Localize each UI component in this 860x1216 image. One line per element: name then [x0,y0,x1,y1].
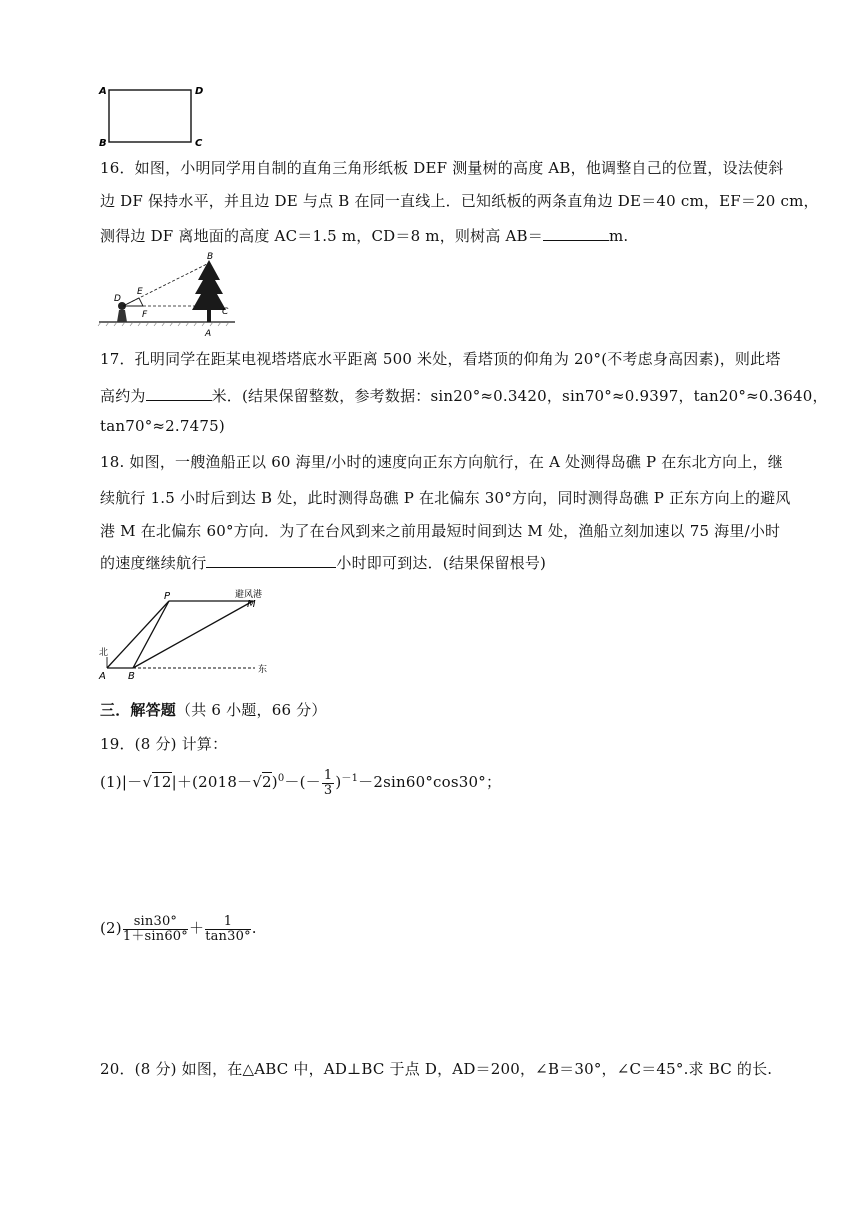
q19p1-part-f: －2sin60°cos30°； [358,773,502,791]
frac-numerator: sin30° [123,915,188,930]
q19p1-abs-open: (1)|－ [100,773,143,791]
q16-line-2: 边 DF 保持水平，并且边 DE 与点 B 在同一直线上．已知纸板的两条直角边 DE＝40 cm，EF＝20 cm， [100,192,819,210]
q19p1-part-b: |＋(2018－ [171,773,253,791]
fig18-label-a: A [99,671,106,680]
fig16-label-d: D [114,294,121,304]
frac-denominator: tan30° [205,928,251,944]
q17-line-2-start: 高约为 [100,387,146,405]
q19-heading: 19．(8 分) 计算： [100,735,228,753]
sqrt-sign-icon: √ [142,773,153,791]
fig18-label-north: 北 [99,648,109,658]
q18-line-1: 18. 如图，一艘渔船正以 60 海里/小时的速度向正东方向航行，在 A 处测得岛礁 P 在东北方向上，继 [100,453,783,471]
q18-line-4-end: 小时即可到达．(结果保留根号) [336,554,547,572]
sqrt-2 [252,772,272,791]
fig18-label-p: P [164,591,171,602]
fig16-label-c: C [222,307,229,317]
label-c: C [195,138,203,149]
q17-line-2-end: 米．(结果保留整数，参考数据：sin20°≈0.3420，sin70°≈0.9397，tan20°≈0.3640， [211,387,828,405]
sqrt-12-radicand: 12 [152,773,172,791]
section-3-title: 三．解答题 [100,701,177,719]
q17-line-3: tan70°≈2.7475) [100,417,225,435]
exponent-zero: 0 [277,773,285,784]
fig18-label-east: 东 [258,665,268,675]
q19p2-end: . [251,919,257,937]
q19p2-label: (2) [100,919,122,937]
q19p1-part-d: －(－ [284,773,321,791]
q16-line-1: 16．如图，小明同学用自制的直角三角形纸板 DEF 测量树的高度 AB，他调整自己的位置，设法使斜 [100,159,784,177]
fig18-label-b: B [128,671,135,680]
exponent-neg-one: －1 [341,773,359,784]
label-a: A [99,86,107,97]
frac-denominator: 3 [323,782,333,798]
sqrt-sign-icon: √ [252,773,263,791]
answer-blank-18[interactable] [206,553,336,568]
q16-line-3-text: 测得边 DF 离地面的高度 AC＝1.5 m，CD＝8 m，则树高 AB＝ [100,227,543,245]
q18-line-4-start: 的速度继续航行 [100,554,207,572]
fig16-label-a: A [205,329,212,338]
answer-blank-16[interactable] [543,226,609,241]
q18-line-3: 港 M 在北偏东 60°方向．为了在台风到来之前用最短时间到达 M 处，渔船立刻加速以 75 海里/小时 [100,522,781,540]
label-d: D [195,86,204,97]
answer-blank-17[interactable] [146,386,212,401]
fig16-label-e: E [137,287,143,297]
person-body-icon [117,310,127,322]
fig16-label-f: F [142,310,148,320]
q16-unit: m. [608,227,629,245]
frac-numerator: 1 [205,915,251,930]
q18-line-4 [100,552,546,573]
q17-line-2 [100,385,828,406]
frac-numerator: 1 [323,767,333,783]
q16-line-3 [100,225,628,246]
plus-sign: ＋ [188,919,205,937]
label-b: B [99,138,107,149]
q19p1-part-e: ) [335,773,342,791]
sqrt-2-radicand: 2 [262,773,272,791]
q19-part-2 [100,908,257,948]
q20-line-1: 20．(8 分) 如图，在△ABC 中，AD⊥BC 于点 D，AD＝200，∠B＝30°，∠C＝45°.求 BC 的长. [100,1060,773,1078]
section-3-heading [100,699,327,720]
fig18-label-harbor: 避风港 [235,590,263,600]
fig16-label-b: B [207,252,214,262]
q17-line-1: 17．孔明同学在距某电视塔塔底水平距离 500 米处，看塔顶的仰角为 20°(不考虑身高因素)，则此塔 [100,350,781,368]
frac-denominator: 1＋sin60° [122,928,188,944]
fraction-one-over-tan30 [205,915,251,943]
q19p1-part-c: ) [271,773,278,791]
q19-part-1 [100,762,501,796]
q18-line-2: 续航行 1.5 小时后到达 B 处，此时测得岛礁 P 在北偏东 30°方向，同时测得岛礁 P 正东方向上的避风 [100,489,791,507]
boat-navigation-figure [95,585,285,680]
fraction-sin30-over [123,915,188,943]
rectangle-abcd [109,90,191,142]
fig18-label-m: M [247,599,256,610]
rectangle-figure [95,80,215,150]
tree-measure-figure [97,250,237,338]
fraction-one-third [322,769,334,797]
sqrt-12 [142,772,171,791]
section-3-note: （共 6 小题，66 分） [176,701,327,719]
